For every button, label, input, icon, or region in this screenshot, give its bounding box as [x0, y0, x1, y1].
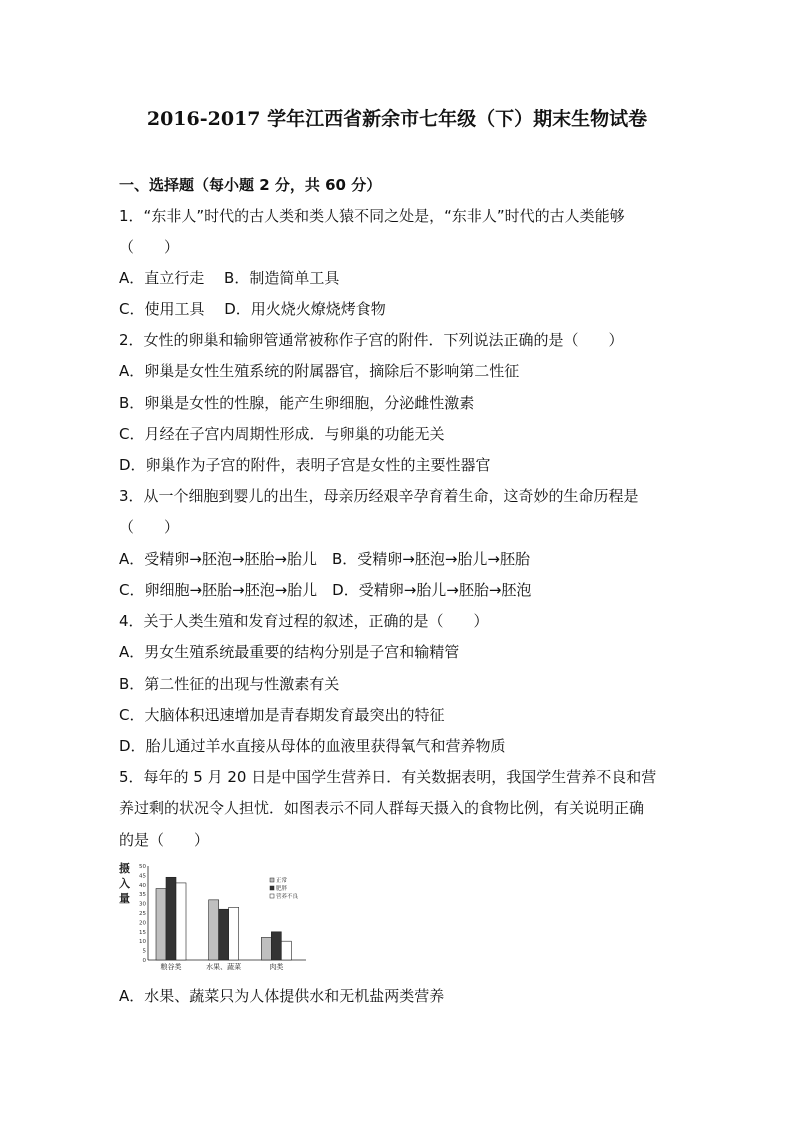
q4-option-c: C．大脑体积迅速增加是青春期发育最突出的特征 — [119, 706, 445, 724]
q1-stem: 1．“东非人”时代的古人类和类人猿不同之处是，“东非人”时代的古人类能够 — [119, 207, 625, 225]
q4-stem: 4．关于人类生殖和发育过程的叙述，正确的是（ ） — [119, 612, 489, 630]
q4-option-a: A．男女生殖系统最重要的结构分别是子宫和输精管 — [119, 643, 460, 661]
legend-swatch — [270, 878, 274, 882]
bar-营养不良 — [176, 883, 186, 960]
y-axis-label-char: 摄 — [119, 862, 130, 875]
y-axis-label-char: 量 — [119, 892, 130, 905]
y-tick-label: 5 — [142, 948, 146, 955]
y-tick-label: 10 — [139, 939, 146, 946]
y-tick-label: 20 — [139, 920, 146, 927]
section-heading: 一、选择题（每小题 2 分，共 60 分） — [119, 176, 382, 194]
y-tick-label: 25 — [139, 911, 146, 917]
exam-title: 2016-2017 学年江西省新余市七年级（下）期末生物试卷 — [146, 108, 648, 130]
q1-blank: （ ） — [119, 238, 180, 256]
x-tick-label: 肉类 — [269, 963, 284, 971]
q2-option-a: A．卵巢是女性生殖系统的附属器官，摘除后不影响第二性征 — [119, 362, 520, 380]
q2-option-c: C．月经在子宫内周期性形成．与卵巢的功能无关 — [119, 425, 445, 443]
bar-营养不良 — [229, 907, 239, 960]
q3-stem: 3．从一个细胞到婴儿的出生，母亲历经艰辛孕育着生命，这奇妙的生命历程是 — [119, 487, 639, 505]
legend-label: 肥胖 — [276, 886, 288, 892]
bar-肥胖 — [166, 877, 176, 960]
bar-正常 — [209, 900, 219, 960]
q3-blank: （ ） — [119, 518, 180, 536]
q2-option-b: B．卵巢是女性的性腺，能产生卵细胞，分泌雌性激素 — [119, 394, 475, 412]
bar-肥胖 — [271, 932, 281, 960]
bar-营养不良 — [281, 941, 291, 960]
legend-label: 正常 — [276, 878, 288, 884]
q1-options-cd: C．使用工具 D．用火烧火燎烧烤食物 — [119, 300, 386, 318]
q1-options-ab: A．直立行走 B．制造简单工具 — [119, 269, 340, 287]
y-tick-label: 35 — [139, 892, 146, 899]
q2-option-d: D．卵巢作为子宫的附件，表明子宫是女性的主要性器官 — [119, 456, 491, 474]
q5-stem-3: 的是（ ） — [119, 831, 210, 849]
y-axis-label-char: 入 — [119, 877, 130, 890]
q2-stem: 2．女性的卵巢和输卵管通常被称作子宫的附件．下列说法正确的是（ ） — [119, 331, 624, 349]
y-tick-label: 50 — [139, 864, 146, 870]
q4-option-d: D．胎儿通过羊水直接从母体的血液里获得氧气和营养物质 — [119, 737, 506, 755]
y-tick-label: 45 — [139, 873, 146, 880]
q3-options-cd: C．卵细胞→胚胎→胚泡→胎儿 D．受精卵→胎儿→胚胎→胚泡 — [119, 581, 532, 599]
bar-正常 — [156, 889, 166, 960]
food-intake-bar-chart — [116, 860, 316, 975]
x-tick-label: 水果、蔬菜 — [206, 963, 242, 971]
q5-stem-1: 5．每年的 5 月 20 日是中国学生营养日．有关数据表明，我国学生营养不良和营 — [119, 768, 657, 786]
x-tick-label: 粮谷类 — [160, 963, 182, 971]
y-tick-label: 15 — [139, 929, 146, 936]
y-tick-label: 0 — [142, 958, 146, 964]
legend-label: 营养不良 — [276, 894, 299, 900]
legend-swatch — [270, 886, 274, 890]
legend-swatch — [270, 894, 274, 898]
q5-stem-2: 养过剩的状况令人担忧．如图表示不同人群每天摄入的食物比例，有关说明正确 — [119, 799, 645, 817]
bar-肥胖 — [219, 909, 229, 960]
q5-option-a: A．水果、蔬菜只为人体提供水和无机盐两类营养 — [119, 987, 445, 1005]
q3-options-ab: A．受精卵→胚泡→胚胎→胎儿 B．受精卵→胚泡→胎儿→胚胎 — [119, 550, 530, 568]
y-tick-label: 40 — [139, 882, 146, 889]
q4-option-b: B．第二性征的出现与性激素有关 — [119, 675, 340, 693]
bar-正常 — [261, 937, 271, 960]
y-tick-label: 30 — [139, 901, 146, 908]
